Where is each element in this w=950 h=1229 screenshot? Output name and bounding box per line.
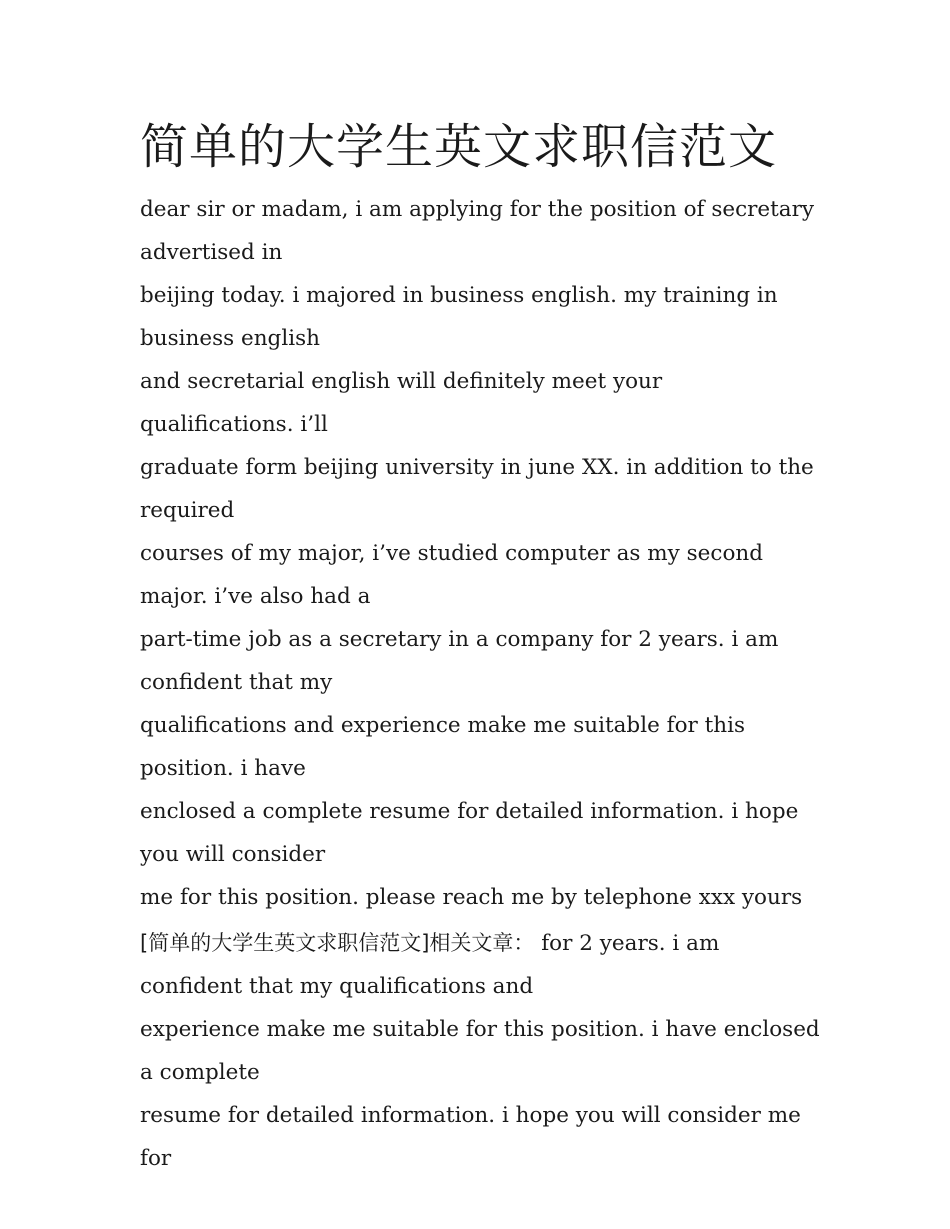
body-line: qualifications and experience make me suitable for this position. i have bbox=[140, 713, 746, 781]
related-text: for 2 years. i am confident that my qualifications and bbox=[140, 931, 720, 999]
body-line: courses of my major, i’ve studied computer as my second major. i’ve also had a bbox=[140, 541, 763, 609]
body-line: part-time job as a secretary in a company for 2 years. i am confident that my bbox=[140, 627, 779, 695]
related-line: resume for detailed information. i hope you will consider me for bbox=[140, 1103, 801, 1171]
related-articles bbox=[140, 922, 820, 1180]
body-line: me for this position. please reach me by telephone xxx yours bbox=[140, 885, 803, 910]
document-page bbox=[140, 108, 820, 1180]
letter-body bbox=[140, 188, 820, 919]
body-line: enclosed a complete resume for detailed information. i hope you will consider bbox=[140, 799, 799, 867]
document-title: 简单的大学生英文求职信范文 bbox=[140, 119, 778, 175]
body-line: dear sir or madam, i am applying for the position of secretary advertised in bbox=[140, 197, 815, 265]
body-line: beijing today. i majored in business english. my training in business english bbox=[140, 283, 778, 351]
related-articles-label: [简单的大学生英文求职信范文]相关文章： bbox=[140, 931, 535, 955]
related-line: experience make me suitable for this position. i have enclosed a complete bbox=[140, 1017, 820, 1085]
related-first-line bbox=[140, 922, 820, 1008]
body-line: and secretarial english will definitely meet your qualifications. i’ll bbox=[140, 369, 663, 437]
body-line: graduate form beijing university in june XX. in addition to the required bbox=[140, 455, 814, 523]
